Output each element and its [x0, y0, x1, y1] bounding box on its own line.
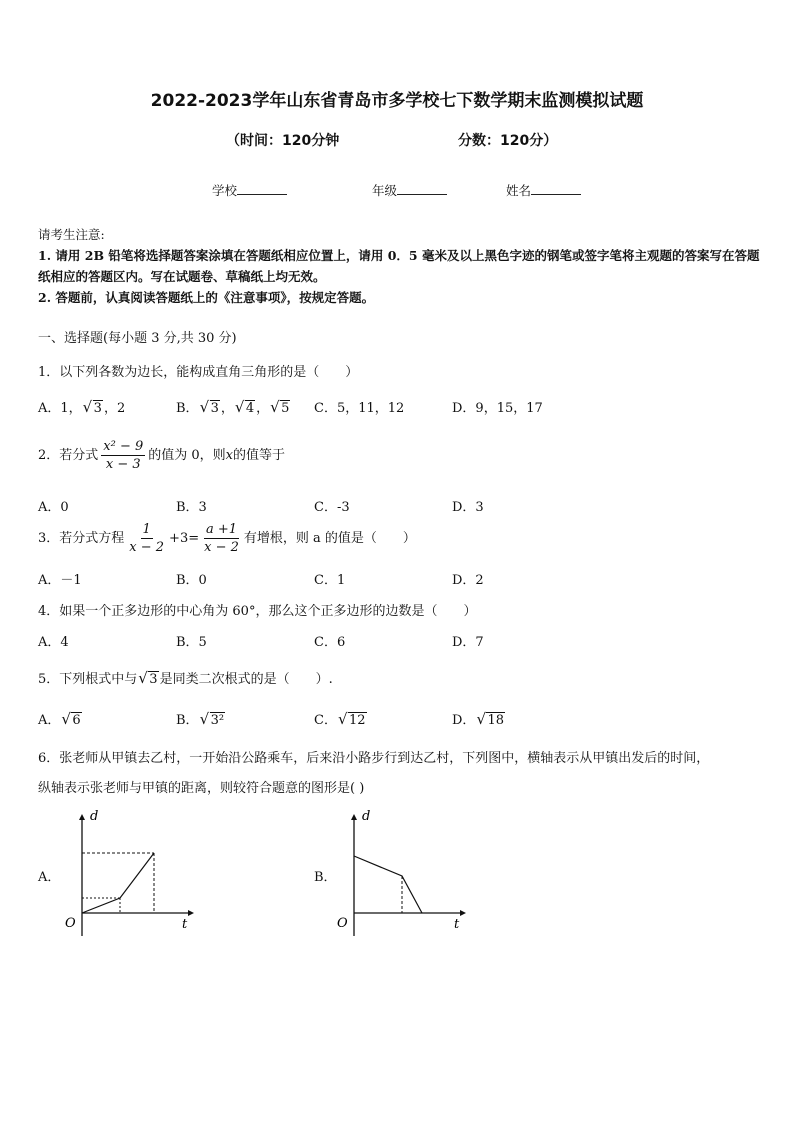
- q2-option-d[interactable]: D．3: [452, 500, 484, 515]
- name-field[interactable]: [506, 181, 581, 199]
- q3-mid: +3=: [169, 531, 200, 546]
- q2-suffix: 的值为 0，则: [148, 448, 226, 463]
- fraction: $\frac{\text{x² − 9}}{x - 3}$: [103, 439, 144, 472]
- y-axis-label: d: [90, 809, 99, 824]
- x-axis-arrow-icon: [460, 910, 466, 916]
- variable: x: [225, 448, 234, 463]
- question-5-stem: [38, 668, 333, 687]
- q5-option-a[interactable]: [38, 709, 83, 728]
- graph-b-line: [354, 856, 422, 913]
- question-1-stem: 1．以下列各数为边长，能构成直角三角形的是（ ）: [38, 365, 359, 380]
- radical: √ 18: [476, 710, 504, 728]
- q1-option-b[interactable]: [176, 397, 291, 416]
- q5-suffix: 是同类二次根式的是（ ）.: [159, 672, 333, 687]
- radical: √ 3²: [199, 710, 225, 728]
- separator: ，: [220, 401, 234, 416]
- graph-a-label[interactable]: A．: [38, 870, 61, 885]
- q3-option-d[interactable]: D．2: [452, 573, 484, 588]
- section-heading: 一、选择题(每小题 3 分,共 30 分): [38, 331, 237, 346]
- q3-option-c[interactable]: C．1: [314, 573, 346, 588]
- grade-blank[interactable]: [397, 182, 447, 195]
- question-2-stem: [38, 438, 285, 473]
- q4-option-a[interactable]: A．4: [38, 635, 69, 650]
- q2-prefix: 2．若分式: [38, 448, 99, 463]
- q1-option-a[interactable]: [38, 397, 125, 416]
- q3-suffix: 有增根，则 a 的值是（ ）: [243, 531, 416, 546]
- q5-option-b[interactable]: [176, 709, 226, 728]
- name-label: 姓名: [506, 183, 532, 198]
- origin-label: O: [337, 916, 348, 931]
- radical: √ 3: [138, 669, 158, 687]
- radical: √ 3: [199, 398, 219, 416]
- q1-a-prefix: A．1，: [38, 401, 82, 416]
- score-label: 分数：120分）: [458, 133, 558, 149]
- notes-heading: 请考生注意:: [38, 227, 105, 242]
- q2-option-b[interactable]: B．3: [176, 500, 207, 515]
- y-axis-arrow-icon: [351, 814, 357, 820]
- graph-b[interactable]: [332, 800, 472, 940]
- question-6-line-1: 6．张老师从甲镇去乙村，一开始沿公路乘车，后来沿小路步行到达乙村，下列图中，横轴表示从甲镇出发后的时间，: [38, 751, 710, 766]
- x-axis-arrow-icon: [188, 910, 194, 916]
- q5-c-prefix: C．: [314, 713, 337, 728]
- q5-prefix: 5．下列根式中与: [38, 672, 138, 687]
- q5-b-prefix: B．: [176, 713, 199, 728]
- y-axis-arrow-icon: [79, 814, 85, 820]
- radical: √ 4: [234, 398, 255, 416]
- q2-option-a[interactable]: A．0: [38, 500, 69, 515]
- separator: ，: [256, 401, 270, 416]
- q1-option-d[interactable]: D．9，15，17: [452, 401, 543, 416]
- q5-d-prefix: D．: [452, 713, 476, 728]
- question-4-stem: 4．如果一个正多边形的中心角为 60°，那么这个正多边形的边数是（ ）: [38, 604, 477, 619]
- grade-field[interactable]: [372, 181, 447, 199]
- graph-a-line: [82, 853, 154, 913]
- fraction: $\frac{1}{x - 2}$: [129, 522, 165, 555]
- q5-a-prefix: A．: [38, 713, 61, 728]
- q5-option-c[interactable]: [314, 709, 368, 728]
- q2-option-c[interactable]: C．-3: [314, 500, 350, 515]
- page-title: 2022-2023学年山东省青岛市多学校七下数学期末监测模拟试题: [150, 91, 644, 111]
- q4-option-d[interactable]: D．7: [452, 635, 484, 650]
- radical: √ 3: [82, 398, 102, 416]
- name-blank[interactable]: [531, 182, 581, 195]
- question-6-line-2: 纵轴表示张老师与甲镇的距离，则较符合题意的图形是( ): [38, 781, 365, 796]
- q4-option-c[interactable]: C．6: [314, 635, 346, 650]
- radical: √ 5: [270, 398, 290, 416]
- school-field[interactable]: [212, 181, 287, 199]
- radical: √ 6: [61, 710, 81, 728]
- notes-item-1: 1. 请用 2B 铅笔将选择题答案涂填在答题纸相应位置上，请用 0．5 毫米及以上黑色字迹的钢笔或签字笔将主观题的答案写在答题纸相应的答题区内。写在试题卷、草稿纸上均无效。: [38, 248, 760, 284]
- q1-a-suffix: ，2: [103, 401, 126, 416]
- q3-prefix: 3．若分式方程: [38, 531, 125, 546]
- q2-suffix-2: 的值等于: [233, 448, 286, 463]
- x-axis-label: t: [454, 917, 460, 932]
- school-blank[interactable]: [237, 182, 287, 195]
- radical: √ 12: [337, 710, 366, 728]
- y-axis-label: d: [362, 809, 371, 824]
- q3-option-b[interactable]: B．0: [176, 573, 207, 588]
- fraction: $\frac{a +1}{x - 2}$: [204, 522, 239, 555]
- notes-block: [38, 224, 762, 308]
- q1-option-c[interactable]: C．5，11，12: [314, 401, 405, 416]
- school-label: 学校: [212, 183, 238, 198]
- notes-item-2: 2. 答题前，认真阅读答题纸上的《注意事项》，按规定答题。: [38, 290, 375, 305]
- question-3-stem: [38, 521, 416, 556]
- origin-label: O: [65, 916, 76, 931]
- time-label: （时间：120分钟: [226, 133, 340, 149]
- grade-label: 年级: [372, 183, 398, 198]
- q4-option-b[interactable]: B．5: [176, 635, 207, 650]
- graph-b-label[interactable]: B．: [314, 870, 337, 885]
- q3-option-a[interactable]: A．－1: [38, 573, 82, 588]
- q1-b-prefix: B．: [176, 401, 199, 416]
- graph-a[interactable]: [60, 800, 200, 940]
- q5-option-d[interactable]: [452, 709, 506, 728]
- x-axis-label: t: [182, 917, 188, 932]
